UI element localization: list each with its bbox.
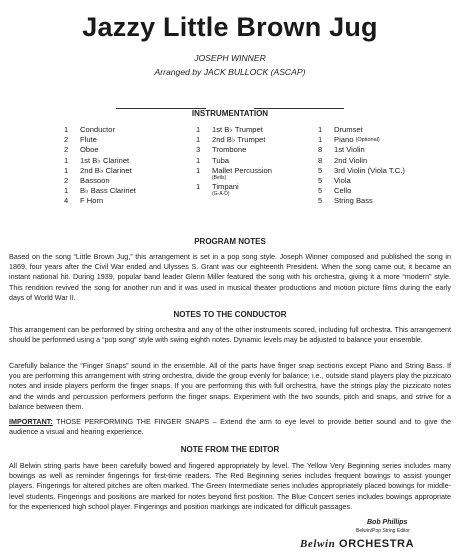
instrument-row: 1 B♭ Bass Clarinet xyxy=(64,186,136,196)
instrument-column-3 xyxy=(318,125,405,207)
instrument-row: 2 Flute xyxy=(64,135,97,145)
instrument-row: 1 Tuba xyxy=(196,155,230,165)
editor-notes-heading: NOTE FROM THE EDITOR xyxy=(180,445,280,454)
instrumentation-label: INSTRUMENTATION xyxy=(186,109,274,118)
instrument-row: 1 1st B♭ Trumpet xyxy=(196,125,263,134)
program-notes-text: Based on the song “Little Brown Jug,” this arrangement is set in a pop song style. Joseph Winner composed and published the song in 1869, four years after the Civil War ended and Ulysses S. Grant was our eighteenth President. When the song came out, it became an instant national hit. During 1939, popular band leader Glenn Miller featured the song with his orchestra, giving it a more “modern” style. This rendition revived the song for another run and it was used in musical theater productions and motion picture films during the early days of World War II. xyxy=(9,252,451,302)
instrument-row: 1 Mallet Percussion xyxy=(196,165,272,175)
instrument-note: (G-A-D) xyxy=(212,191,230,198)
program-notes-heading: PROGRAM NOTES xyxy=(194,237,266,246)
editor-role: Belwin/Pop String Editor xyxy=(356,528,410,534)
conductor-notes-paragraph-2: Carefully balance the “Finger Snaps” sound in the ensemble. All of the parts have finger snap sections except Piano and String Bass. If you are performing this arrangement with string orchestra, divide the group evenly for balance; i.e., outside stand players play the pizzicato notes and inside players perform the finger snaps. If you are performing this with full orchestra, have the strings play the pizzicato notes and the winds and percussion performers perform the finger snaps. Experiment with the two sounds, pitch and snaps, and strive for a balance between them. xyxy=(9,361,451,411)
publisher-logo: Belwin ORCHESTRA xyxy=(300,538,415,550)
instrument-row: 2 Bassoon xyxy=(64,176,110,186)
instrument-row: 5 Cello xyxy=(318,186,352,196)
editor-notes-text: All Belwin string parts have been carefully bowed and fingered appropriately by level. The Yellow Very Beginning series includes many bowings as well as reminder fingerings for first-time readers. The Red Beginning series includes frequent bowings to assist younger players. Fingerings for altered pitches are often marked. The Green Intermediate series includes appropriately placed bowings for middle-level students. Fingerings and positions are marked for notes beyond first position. The Blue Concert series includes bowings appropriate for the experienced high school player. Fingerings and position markings are indicated for difficult passages. xyxy=(9,461,451,511)
instrument-note: (Bells) xyxy=(212,175,227,182)
instrument-row: 1 Conductor xyxy=(64,125,116,134)
important-label: IMPORTANT: xyxy=(9,417,53,426)
instrument-row: 1 2nd B♭ Clarinet xyxy=(64,165,132,175)
arranger-credit: Arranged by JACK BULLOCK (ASCAP) xyxy=(154,67,306,77)
instrument-row: 4 F Horn xyxy=(64,196,104,206)
instrument-row: 1 Timpani xyxy=(196,182,239,192)
conductor-notes-heading: NOTES TO THE CONDUCTOR xyxy=(173,310,287,319)
instrument-row: 3 Trombone xyxy=(196,145,247,155)
instrument-row: 5 3rd Violin (Viola T.C.) xyxy=(318,165,405,175)
editor-signature: Bob Phillips xyxy=(367,519,408,526)
conductor-notes-paragraph-1: This arrangement can be performed by string orchestra and any of the other instruments scored, including full orchestra. This arrangement should be performed using a “pop song” style with swing eighth notes. Dynamic levels may be adjusted to balance your ensemble. xyxy=(9,325,451,345)
page-title: Jazzy Little Brown Jug xyxy=(82,12,378,42)
instrument-row: 5 String Bass xyxy=(318,196,373,206)
instrument-column-1 xyxy=(64,125,136,207)
instrument-row: 5 Viola xyxy=(318,176,351,186)
instrument-row: 1 Drumset xyxy=(318,125,363,134)
instrument-row: 1 2nd B♭ Trumpet xyxy=(196,135,266,145)
instrumentation-heading xyxy=(0,103,460,121)
conductor-notes-paragraph-3: IMPORTANT: THOSE PERFORMING THE FINGER SNAPS – Extend the arm to eye level to provide better sound and to give the audience a visual and hearing experience. xyxy=(9,417,451,437)
composer-credit: JOSEPH WINNER xyxy=(194,53,266,63)
instrument-row: 8 1st Violin xyxy=(318,145,365,155)
instrument-row: 1 1st B♭ Clarinet xyxy=(64,155,130,165)
instrument-row: 2 Oboe xyxy=(64,145,99,155)
instrument-row: 1 Piano (Optional) xyxy=(318,135,380,145)
instrument-column-2 xyxy=(196,125,272,198)
instrument-row: 8 2nd Violin xyxy=(318,155,368,165)
